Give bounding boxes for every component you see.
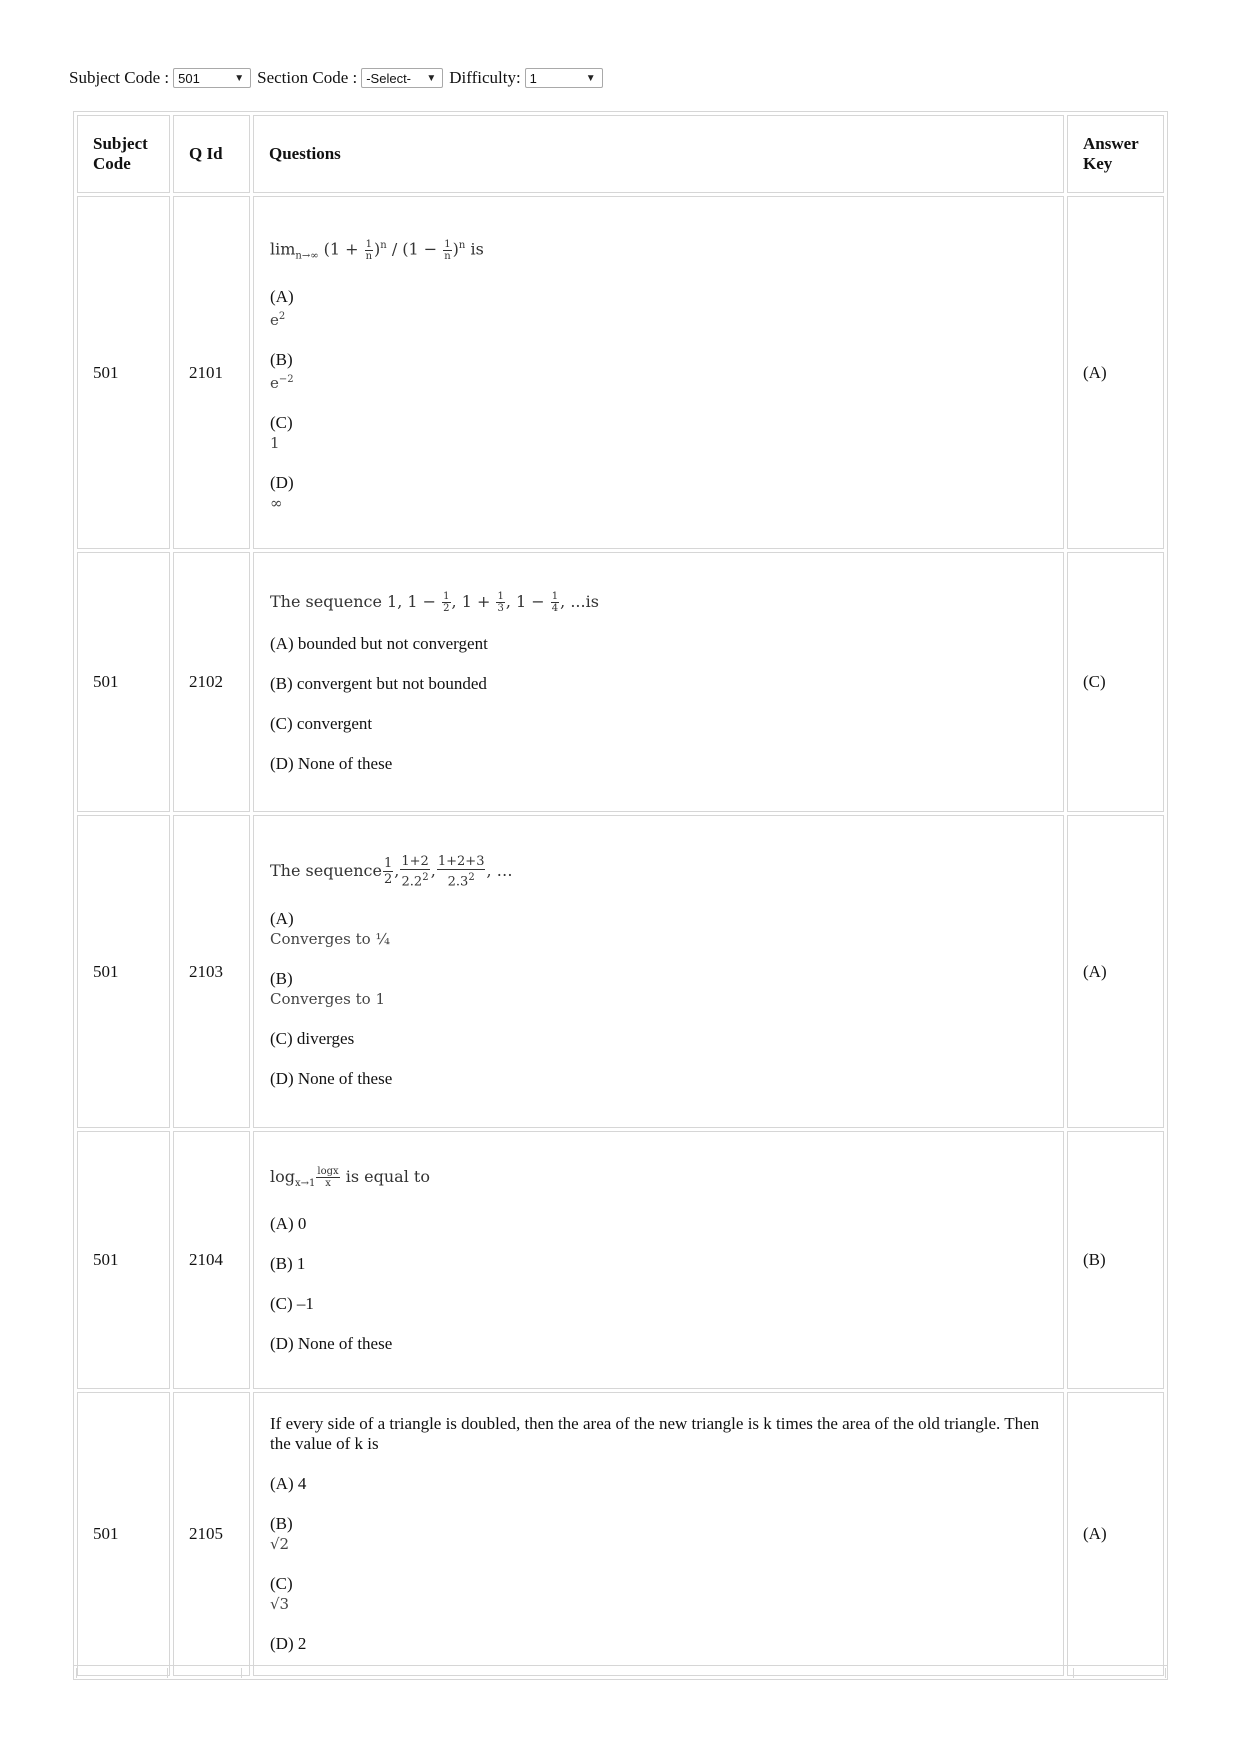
option-c: (C) √3: [270, 1574, 293, 1613]
question-math: The sequence $\frac{1}{2}$ , $\frac{1+2}{2.2^2}$ , $\frac{1+2+3}{2.3^2}$ , …: [270, 853, 513, 890]
question-text: [270, 854, 1047, 889]
cell-border: [1165, 1668, 1166, 1678]
cell-subject-code: 501: [77, 196, 170, 549]
section-code-label: Section Code :: [257, 68, 358, 87]
cell-subject-code: 501: [77, 1131, 170, 1389]
section-code-value: -Select-: [366, 70, 412, 86]
questions-table: [73, 111, 1168, 1680]
dropdown-arrow-icon: ▼: [234, 72, 245, 84]
option-b: (B) $e^{-2}$: [270, 349, 294, 392]
option-b: (B) 1: [270, 1254, 306, 1274]
option-a: (A) Converges to ¼: [270, 909, 390, 949]
cell-subject-code: 501: [77, 815, 170, 1128]
table-row: [77, 552, 1164, 812]
option-a: (A) 0: [270, 1214, 307, 1234]
option-b: (B) Converges to 1: [270, 969, 386, 1009]
question-text: [270, 1166, 1047, 1194]
cell-subject-code: 501: [77, 1392, 170, 1676]
cell-q-id: 2102: [173, 552, 250, 812]
table-row: [77, 815, 1164, 1128]
filter-bar: [69, 68, 609, 88]
header-q-id: Q Id: [173, 115, 250, 193]
cell-border: [76, 1668, 77, 1678]
cell-q-id: 2105: [173, 1392, 250, 1676]
cell-question: [253, 1131, 1064, 1389]
dropdown-arrow-icon: ▼: [426, 72, 437, 84]
cell-answer-key: (A): [1067, 1392, 1164, 1676]
cell-answer-key: (A): [1067, 815, 1164, 1128]
cell-border: [241, 1668, 242, 1678]
option-b: (B) convergent but not bounded: [270, 673, 487, 693]
header-questions: Questions: [253, 115, 1064, 193]
cell-question: [253, 815, 1064, 1128]
option-d: (D) None of these: [270, 753, 393, 773]
option-d: (D) None of these: [270, 1069, 393, 1089]
cell-question: [253, 552, 1064, 812]
option-c: (C) convergent: [270, 713, 373, 733]
dropdown-arrow-icon: ▼: [585, 72, 596, 84]
question-math: $\log_{x\to 1}$ $\frac{\log x}{x}$ is equal to: [270, 1165, 430, 1190]
question-math: The sequence 1, 1 − $\frac{1}{2}$ , 1 + $\frac{1}{3}$ , 1 − $\frac{1}{4}$ , ...is: [270, 590, 599, 614]
option-d: (D) 2: [270, 1634, 307, 1653]
cell-q-id: 2101: [173, 196, 250, 549]
option-c: (C) diverges: [270, 1029, 355, 1049]
header-answer-key: Answer Key: [1067, 115, 1164, 193]
question-text: If every side of a triangle is doubled, then the area of the new triangle is k times the area of the old triangle. Then the value of k is: [270, 1414, 1040, 1453]
question-text: [270, 236, 1047, 267]
option-c: (C) –1: [270, 1294, 314, 1314]
cell-answer-key: (C): [1067, 552, 1164, 812]
cell-border: [167, 1668, 168, 1678]
cell-question: [253, 1392, 1064, 1676]
subject-code-value: 501: [178, 70, 200, 86]
table-header-row: [77, 115, 1164, 193]
difficulty-select[interactable]: [525, 68, 603, 88]
next-row-partial: [73, 1665, 1168, 1678]
subject-code-label: Subject Code :: [69, 68, 170, 87]
cell-answer-key: (A): [1067, 196, 1164, 549]
cell-q-id: 2103: [173, 815, 250, 1128]
option-b: (B) √2: [270, 1514, 293, 1553]
cell-subject-code: 501: [77, 552, 170, 812]
cell-question: [253, 196, 1064, 549]
cell-q-id: 2104: [173, 1131, 250, 1389]
difficulty-value: 1: [529, 70, 537, 86]
subject-code-select[interactable]: [173, 68, 251, 88]
question-text: [270, 591, 1047, 614]
header-subject-code: Subject Code: [77, 115, 170, 193]
question-math: $\lim_{n\to\infty} (1$ + $\frac{1}{n}$ )$^n$ / (1 − $\frac{1}{n}$ )$^n$ is: [270, 238, 484, 262]
difficulty-label: Difficulty:: [449, 68, 521, 87]
table-row: [77, 1131, 1164, 1389]
section-code-select[interactable]: [361, 68, 443, 88]
cell-answer-key: (B): [1067, 1131, 1164, 1389]
table-row: [77, 196, 1164, 549]
table-row: [77, 1392, 1164, 1676]
option-d: (D) ∞: [270, 472, 294, 512]
option-a: (A) bounded but not convergent: [270, 633, 488, 653]
option-d: (D) None of these: [270, 1334, 393, 1354]
option-a: (A) $e^2$: [270, 286, 294, 329]
option-a: (A) 4: [270, 1474, 307, 1493]
option-c: (C) 1: [270, 412, 293, 452]
cell-border: [1073, 1668, 1074, 1678]
